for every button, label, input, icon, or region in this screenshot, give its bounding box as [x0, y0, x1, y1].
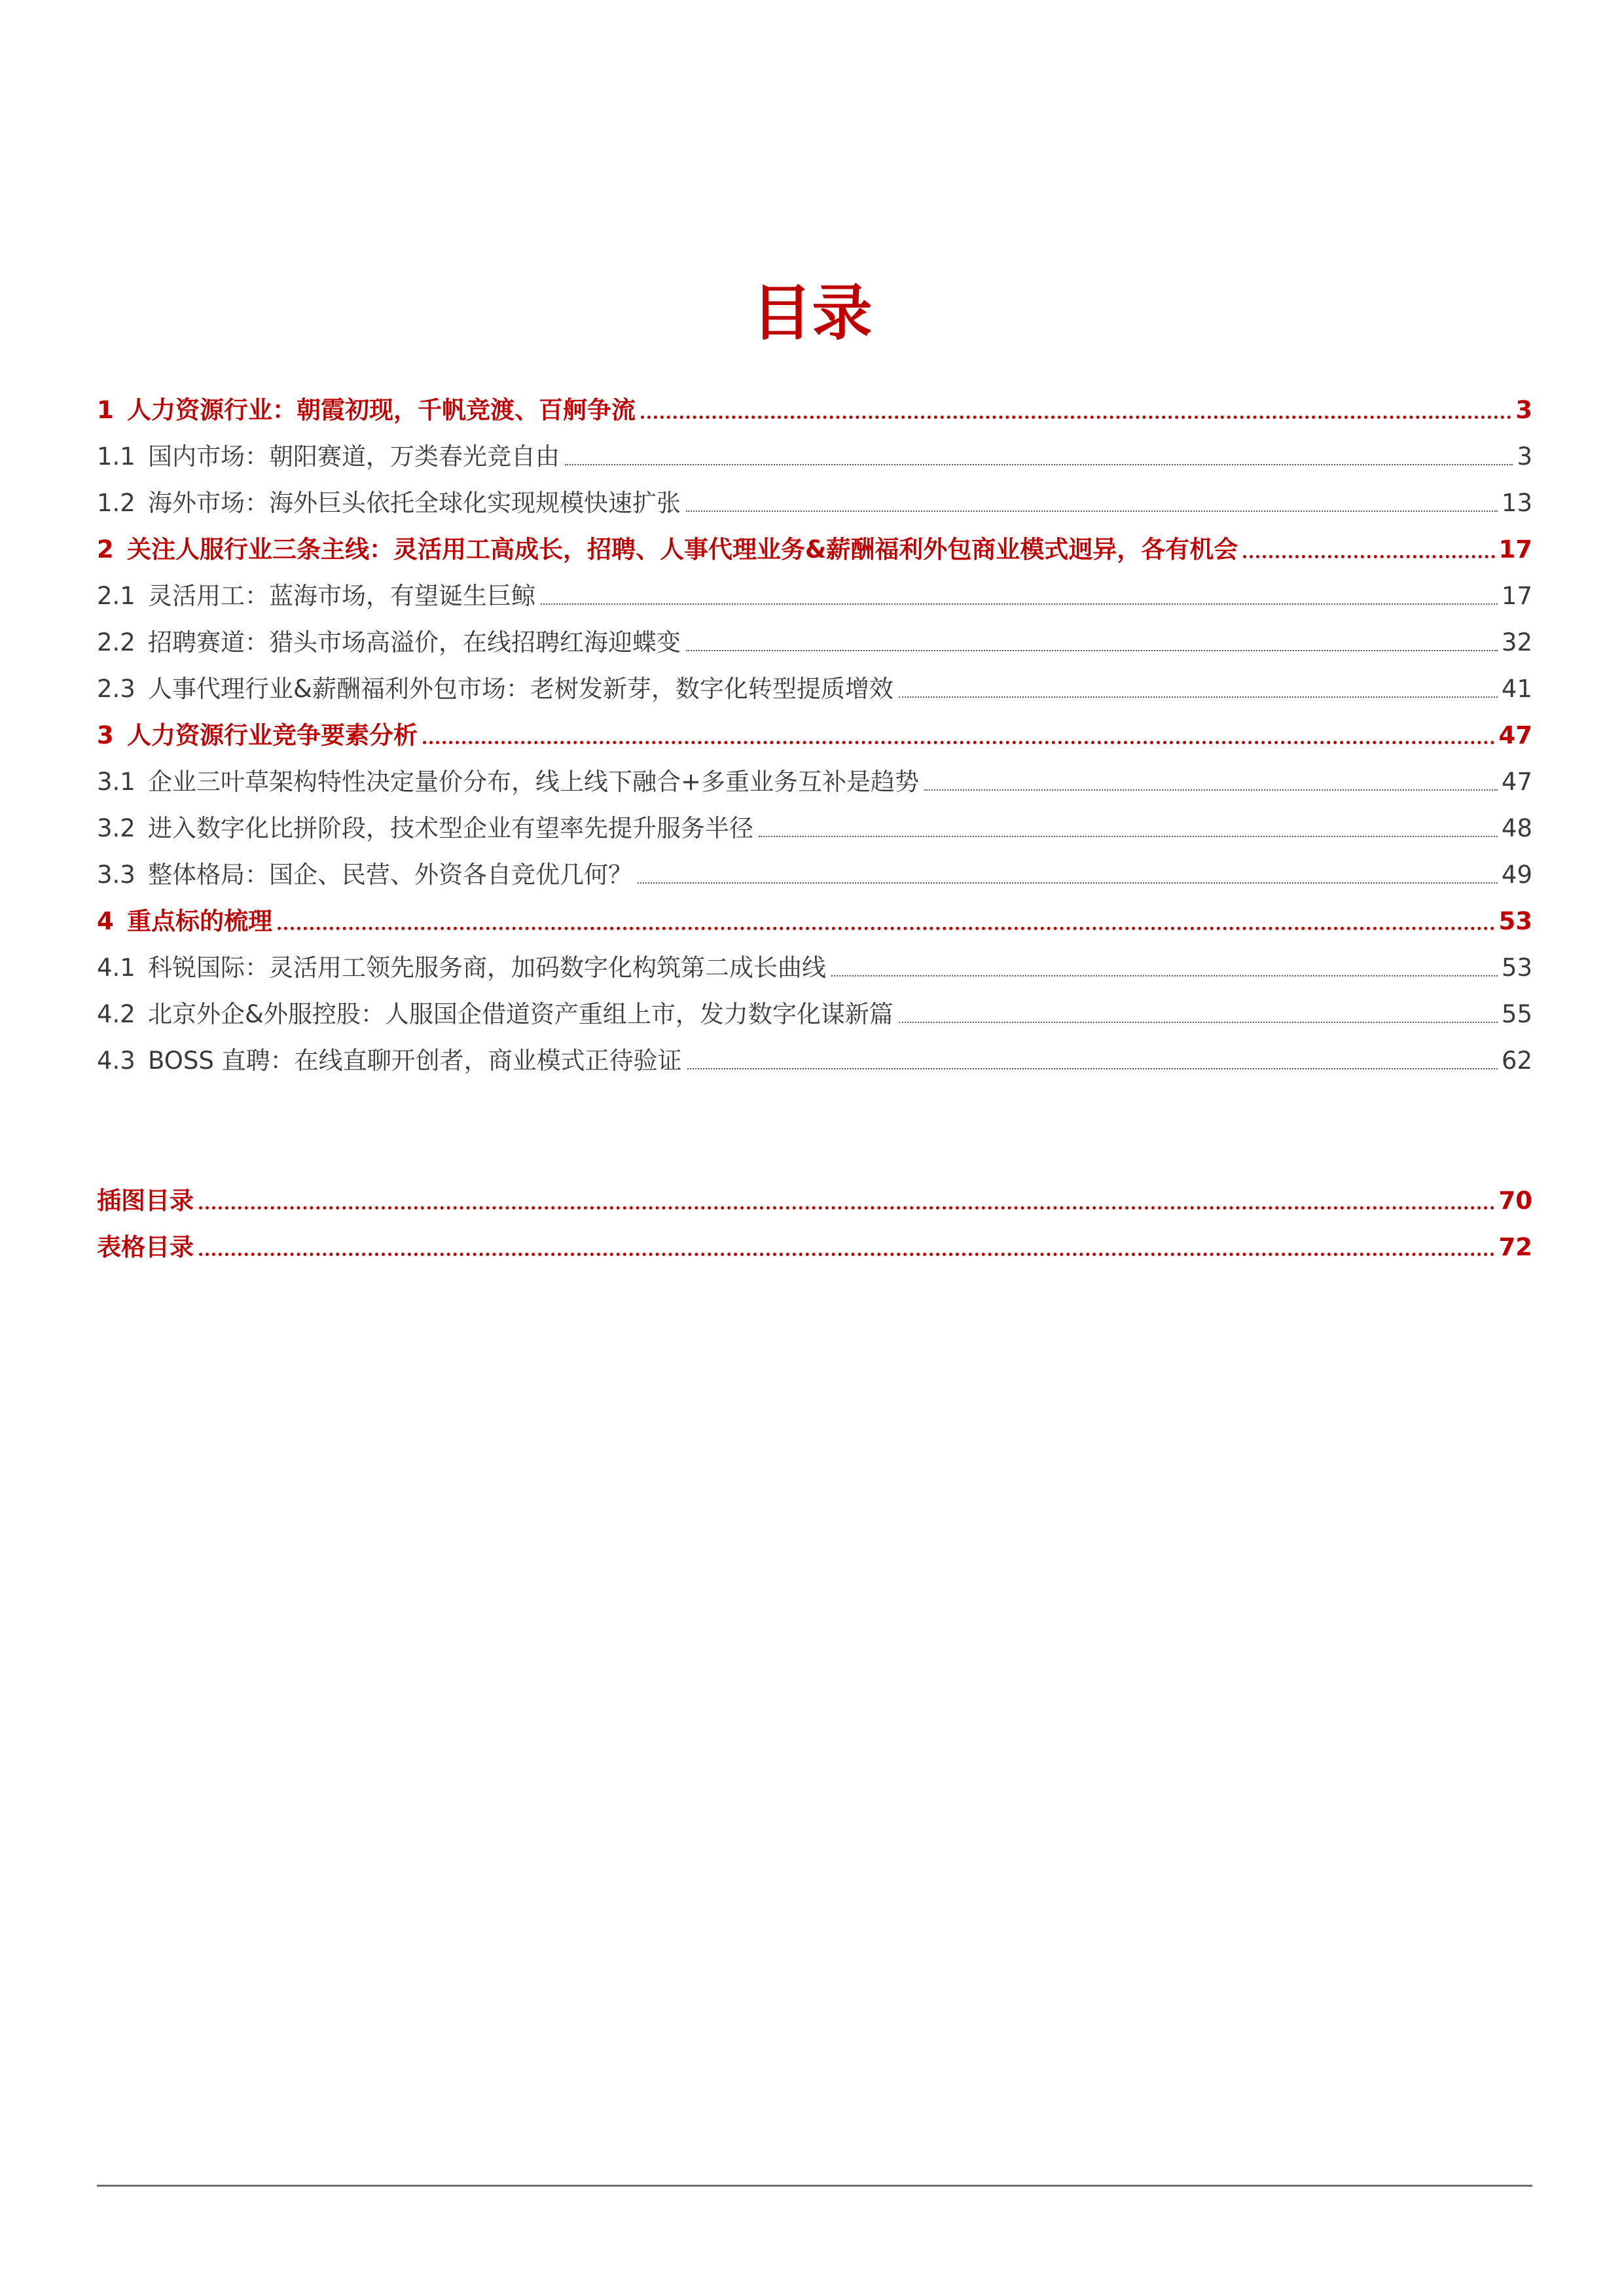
toc-entry-section-4-3[interactable]	[97, 1043, 1532, 1079]
toc-entry-page: 70	[1498, 1187, 1532, 1215]
dot-leader	[686, 511, 1498, 512]
toc-entry-title: 北京外企&外服控股：人服国企借道资产重组上市，发力数字化谋新篇	[148, 1000, 893, 1028]
toc-entry-section-2-2[interactable]	[97, 625, 1532, 660]
toc-entry-list-of-tables[interactable]	[97, 1230, 1532, 1265]
toc-entry-page: 17	[1498, 535, 1532, 564]
toc-entry-section-4-2[interactable]	[97, 997, 1532, 1032]
dot-leader	[1243, 555, 1494, 558]
toc-entry-page: 41	[1501, 675, 1532, 703]
toc-entry-page: 55	[1501, 1000, 1532, 1028]
toc-entry-chapter-3[interactable]	[97, 718, 1532, 753]
toc-entry-number: 4.2	[97, 1000, 135, 1028]
toc-entry-title: 进入数字化比拼阶段，技术型企业有望率先提升服务半径	[148, 814, 753, 842]
toc-entry-section-4-1[interactable]	[97, 950, 1532, 986]
toc-entry-page: 3	[1515, 396, 1532, 424]
toc-entry-title: 国内市场：朝阳赛道，万类春光竞自由	[148, 442, 560, 471]
toc-entry-title: 企业三叶草架构特性决定量价分布，线上线下融合+多重业务互补是趋势	[148, 768, 919, 796]
toc-entry-number: 1.2	[97, 489, 135, 517]
toc-entry-title: 表格目录	[97, 1233, 194, 1261]
dot-leader	[638, 882, 1498, 884]
toc-entry-page: 47	[1498, 721, 1532, 749]
toc-entry-number: 3.2	[97, 814, 135, 842]
toc-entry-number: 3.3	[97, 861, 135, 889]
toc-entry-title: 人力资源行业：朝霞初现，千帆竞渡、百舸争流	[127, 396, 636, 424]
toc-entry-number: 4	[97, 907, 114, 935]
toc-entry-page: 53	[1501, 954, 1532, 982]
dot-leader	[686, 650, 1498, 651]
dot-leader	[423, 741, 1495, 744]
toc-entry-title: 招聘赛道：猎头市场高溢价，在线招聘红海迎蝶变	[148, 628, 681, 656]
dot-leader	[687, 1068, 1498, 1069]
toc-entry-number: 4.3	[97, 1047, 135, 1075]
dot-leader	[641, 416, 1511, 419]
toc-entry-page: 72	[1498, 1233, 1532, 1261]
toc-entry-number: 2	[97, 535, 114, 564]
toc-entry-chapter-4[interactable]	[97, 904, 1532, 939]
toc-entry-page: 17	[1501, 582, 1532, 610]
toc-entry-title: 整体格局：国企、民营、外资各自竞优几何？	[148, 861, 632, 889]
toc-entry-page: 47	[1501, 768, 1532, 796]
toc-entry-chapter-2[interactable]	[97, 532, 1532, 567]
toc-entry-title: 灵活用工：蓝海市场，有望诞生巨鲸	[148, 582, 535, 610]
toc-entry-page: 32	[1501, 628, 1532, 656]
dot-leader	[759, 836, 1498, 837]
toc-entry-title: BOSS 直聘：在线直聊开创者，商业模式正待验证	[148, 1047, 682, 1075]
footer-divider	[97, 2185, 1532, 2187]
toc-entry-section-2-3[interactable]	[97, 672, 1532, 707]
toc-entry-section-3-2[interactable]	[97, 811, 1532, 846]
toc-entry-title: 人事代理行业&薪酬福利外包市场：老树发新芽，数字化转型提质增效	[148, 675, 893, 703]
toc-entry-list-of-figures[interactable]	[97, 1183, 1532, 1219]
toc-entry-title: 人力资源行业竞争要素分析	[127, 721, 418, 749]
dot-leader	[278, 927, 1495, 930]
toc-entry-title: 科锐国际：灵活用工领先服务商，加码数字化构筑第二成长曲线	[148, 954, 826, 982]
toc-entry-number: 1.1	[97, 442, 135, 471]
toc-entry-section-3-3[interactable]	[97, 857, 1532, 893]
toc-entry-number: 2.1	[97, 582, 135, 610]
toc-entry-page: 53	[1498, 907, 1532, 935]
toc-entry-title: 重点标的梳理	[127, 907, 272, 935]
toc-entry-title: 关注人服行业三条主线：灵活用工高成长，招聘、人事代理业务&薪酬福利外包商业模式迥异，各有机会	[127, 535, 1238, 564]
toc-entry-page: 62	[1501, 1047, 1532, 1075]
toc-entry-number: 3.1	[97, 768, 135, 796]
dot-leader	[899, 696, 1498, 698]
toc-entry-number: 2.2	[97, 628, 135, 656]
dot-leader	[541, 603, 1498, 605]
toc-entry-section-3-1[interactable]	[97, 764, 1532, 800]
toc-entry-section-2-1[interactable]	[97, 579, 1532, 614]
dot-leader	[831, 975, 1498, 977]
toc-entry-section-1-1[interactable]	[97, 439, 1532, 475]
toc-entry-page: 13	[1501, 489, 1532, 517]
dot-leader	[565, 464, 1513, 465]
toc-entry-number: 2.3	[97, 675, 135, 703]
toc-entry-chapter-1[interactable]	[97, 393, 1532, 428]
dot-leader	[199, 1206, 1495, 1210]
toc-entry-page: 49	[1501, 861, 1532, 889]
toc-entry-page: 48	[1501, 814, 1532, 842]
dot-leader	[924, 789, 1498, 791]
toc-entry-number: 3	[97, 721, 114, 749]
toc-entry-page: 3	[1517, 442, 1532, 471]
dot-leader	[899, 1022, 1498, 1023]
toc-entry-number: 1	[97, 396, 114, 424]
toc-entry-title: 海外市场：海外巨头依托全球化实现规模快速扩张	[148, 489, 681, 517]
toc-entry-section-1-2[interactable]	[97, 486, 1532, 521]
dot-leader	[199, 1253, 1495, 1256]
toc-entry-title: 插图目录	[97, 1187, 194, 1215]
page-title: 目录	[751, 278, 873, 348]
toc-entry-number: 4.1	[97, 954, 135, 982]
